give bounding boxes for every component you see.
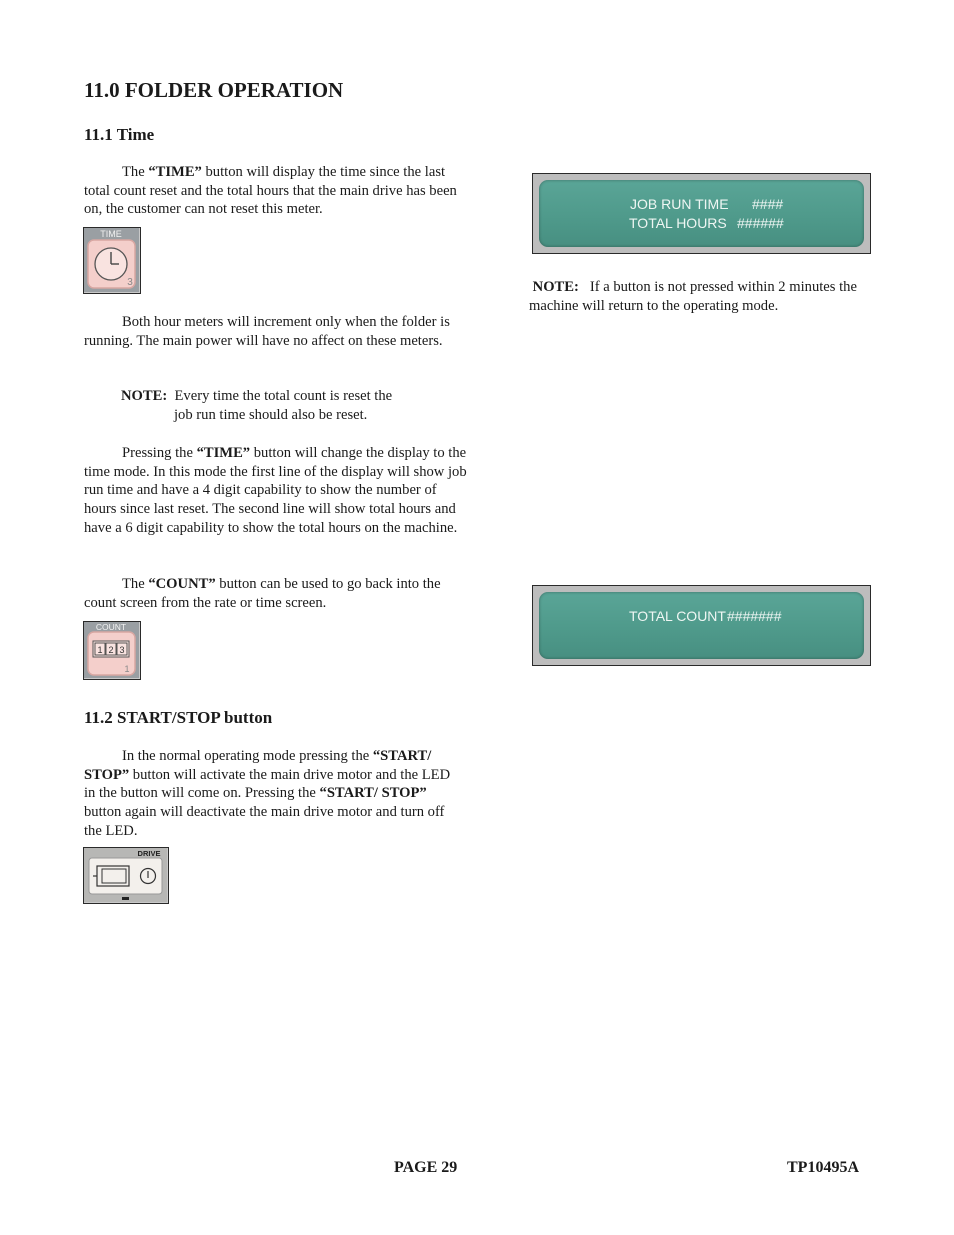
lcd-total-count-value: ####### bbox=[727, 608, 782, 624]
lcd-screen bbox=[539, 180, 864, 247]
drive-label: DRIVE bbox=[137, 849, 161, 858]
note-line-1: Every time the total count is reset the bbox=[174, 388, 393, 404]
start-stop-paragraph bbox=[84, 747, 464, 841]
text-segment: In the normal operating mode pressing the bbox=[122, 748, 373, 764]
bold-term: “START/ STOP” bbox=[319, 785, 427, 802]
lcd-display-time bbox=[532, 173, 871, 254]
note-text: If a button is not pressed within 2 minutes the machine will return to the operating mode. bbox=[529, 279, 857, 314]
counter-digit-2: 2 bbox=[108, 645, 114, 655]
time-button-image bbox=[83, 227, 141, 294]
time-button-label: TIME bbox=[100, 229, 122, 239]
lcd-job-run-time-label: JOB RUN TIME bbox=[630, 196, 729, 212]
note-label: NOTE: bbox=[532, 279, 579, 295]
note-line-2: job run time should also be reset. bbox=[174, 406, 368, 423]
count-button-label: COUNT bbox=[95, 622, 127, 632]
bold-term: “TIME” bbox=[196, 445, 251, 461]
time-paragraph-1 bbox=[84, 163, 468, 219]
bold-term: “START/ STOP” bbox=[84, 748, 432, 783]
lcd-display-count bbox=[532, 585, 871, 666]
page-number: PAGE 29 bbox=[394, 1159, 458, 1176]
time-paragraph-2 bbox=[84, 313, 468, 350]
lcd-total-hours-value: ###### bbox=[737, 215, 784, 231]
drive-button-image bbox=[83, 847, 169, 904]
text-segment: Both hour meters will increment only when the folder is running. The main power will have no affect on these meters. bbox=[84, 314, 450, 349]
section-title-start-stop: 11.2 START/STOP button bbox=[84, 708, 273, 727]
lcd-total-count-label: TOTAL COUNT bbox=[629, 608, 726, 624]
note-label: NOTE: bbox=[121, 388, 168, 404]
text-segment: button will display the time since the last total count reset and the total hours that the main drive has been on, the customer can not reset this meter. bbox=[84, 164, 457, 218]
note-timeout bbox=[529, 278, 869, 315]
lcd-total-hours-label: TOTAL HOURS bbox=[629, 215, 727, 231]
counter-icon bbox=[84, 622, 139, 678]
text-segment: button again will deactivate the main drive motor and turn off the LED. bbox=[84, 804, 445, 839]
drive-icon bbox=[84, 848, 167, 902]
counter-digit-1: 1 bbox=[97, 645, 103, 655]
text-segment: Pressing the bbox=[122, 445, 197, 461]
text-segment: button will change the display to the time mode. In this mode the first line of the display will show job run time and have a 4 digit capability to show the number of hours since last reset. The second line will show total hours and have a 6 digit capability to show the total hours on the machine. bbox=[84, 445, 467, 536]
count-button-number: 1 bbox=[124, 664, 130, 674]
time-button-number: 3 bbox=[127, 277, 133, 288]
text-segment: The bbox=[122, 164, 149, 180]
lcd-job-run-time-value: #### bbox=[752, 196, 784, 212]
count-button-image bbox=[83, 621, 141, 680]
bold-term: “TIME” bbox=[148, 164, 202, 180]
page-heading: 11.0 FOLDER OPERATION bbox=[84, 78, 344, 102]
lcd-screen bbox=[539, 592, 864, 659]
document-id: TP10495A bbox=[787, 1159, 859, 1176]
note-reset bbox=[121, 387, 461, 424]
text-segment: button will activate the main drive motor and the LED in the button will come on. Pressing the bbox=[84, 766, 451, 802]
counter-digit-3: 3 bbox=[119, 645, 125, 655]
time-paragraph-4 bbox=[84, 575, 470, 612]
clock-icon bbox=[84, 228, 139, 292]
time-paragraph-3 bbox=[84, 444, 468, 538]
bold-term: “COUNT” bbox=[148, 576, 216, 592]
text-segment: button can be used to go back into the count screen from the rate or time screen. bbox=[84, 576, 441, 611]
section-title-time: 11.1 Time bbox=[84, 125, 155, 144]
text-segment: The bbox=[122, 576, 149, 592]
